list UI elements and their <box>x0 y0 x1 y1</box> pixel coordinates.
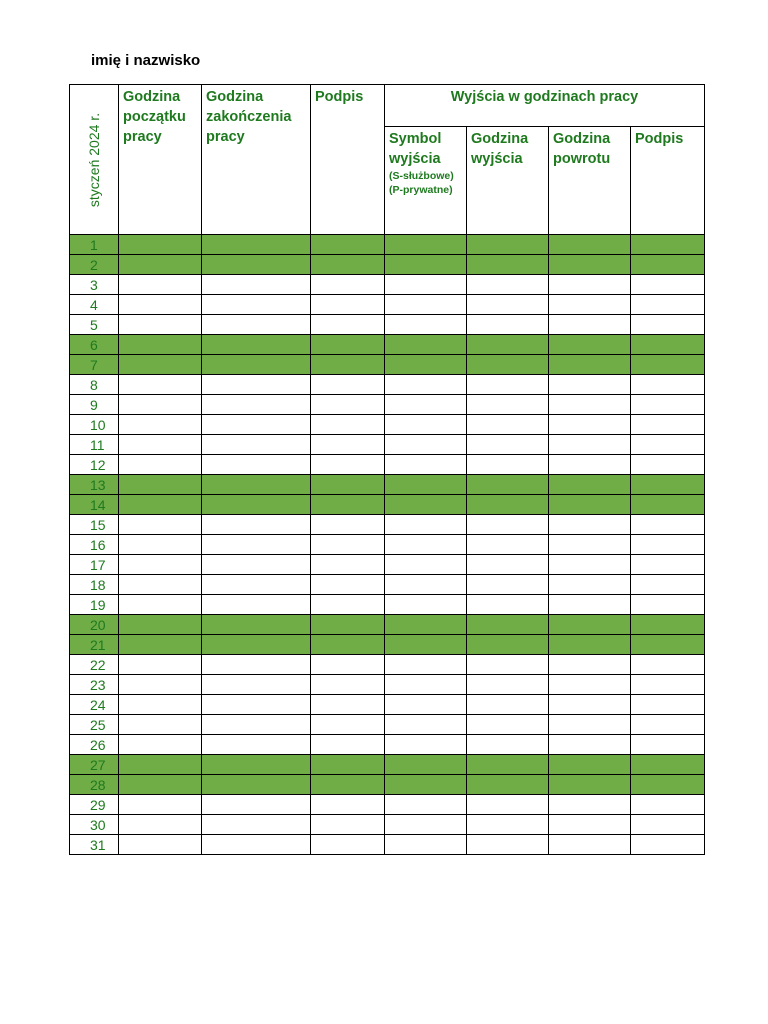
return-time-header: Godzina powrotu <box>549 127 631 235</box>
exit-signature-cell[interactable] <box>631 355 705 375</box>
exit-time-cell[interactable] <box>467 535 549 555</box>
end-time-cell[interactable] <box>202 335 311 355</box>
exit-signature-cell[interactable] <box>631 595 705 615</box>
exit-symbol-cell[interactable] <box>385 415 467 435</box>
exit-symbol-cell[interactable] <box>385 695 467 715</box>
start-time-cell[interactable] <box>119 775 202 795</box>
signature-cell[interactable] <box>311 715 385 735</box>
end-time-cell[interactable] <box>202 355 311 375</box>
exit-symbol-cell[interactable] <box>385 515 467 535</box>
signature-cell[interactable] <box>311 455 385 475</box>
exit-symbol-cell[interactable] <box>385 795 467 815</box>
end-time-cell[interactable] <box>202 575 311 595</box>
end-time-cell[interactable] <box>202 235 311 255</box>
day-number: 20 <box>70 615 119 635</box>
start-time-cell[interactable] <box>119 415 202 435</box>
table-row <box>70 835 705 855</box>
exit-signature-cell[interactable] <box>631 435 705 455</box>
day-number: 24 <box>70 695 119 715</box>
attendance-table <box>69 84 705 855</box>
exit-symbol-cell[interactable] <box>385 455 467 475</box>
signature-cell[interactable] <box>311 475 385 495</box>
end-time-cell[interactable] <box>202 515 311 535</box>
start-time-cell[interactable] <box>119 575 202 595</box>
exit-signature-header: Podpis <box>631 127 705 235</box>
table-row <box>70 615 705 635</box>
start-time-cell[interactable] <box>119 655 202 675</box>
return-time-cell[interactable] <box>549 235 631 255</box>
start-time-cell[interactable] <box>119 815 202 835</box>
signature-cell[interactable] <box>311 575 385 595</box>
day-number: 15 <box>70 515 119 535</box>
month-header <box>70 85 119 235</box>
start-time-cell[interactable] <box>119 555 202 575</box>
signature-cell[interactable] <box>311 435 385 455</box>
return-time-cell[interactable] <box>549 655 631 675</box>
table-row <box>70 675 705 695</box>
day-number: 19 <box>70 595 119 615</box>
exit-signature-cell[interactable] <box>631 495 705 515</box>
exit-symbol-cell[interactable] <box>385 575 467 595</box>
table-row <box>70 415 705 435</box>
return-time-cell[interactable] <box>549 295 631 315</box>
signature-cell[interactable] <box>311 355 385 375</box>
return-time-cell[interactable] <box>549 415 631 435</box>
signature-cell[interactable] <box>311 615 385 635</box>
table-row <box>70 355 705 375</box>
exit-time-cell[interactable] <box>467 715 549 735</box>
exit-time-cell[interactable] <box>467 815 549 835</box>
table-row <box>70 815 705 835</box>
return-time-cell[interactable] <box>549 435 631 455</box>
exit-signature-cell[interactable] <box>631 475 705 495</box>
signature-cell[interactable] <box>311 735 385 755</box>
day-number: 26 <box>70 735 119 755</box>
exit-time-cell[interactable] <box>467 395 549 415</box>
end-time-cell[interactable] <box>202 735 311 755</box>
return-time-cell[interactable] <box>549 575 631 595</box>
exit-time-cell[interactable] <box>467 835 549 855</box>
table-row <box>70 595 705 615</box>
exit-symbol-cell[interactable] <box>385 275 467 295</box>
exit-time-cell[interactable] <box>467 735 549 755</box>
exit-time-cell[interactable] <box>467 295 549 315</box>
signature-cell[interactable] <box>311 515 385 535</box>
table-row <box>70 575 705 595</box>
exit-time-cell[interactable] <box>467 555 549 575</box>
exit-symbol-cell[interactable] <box>385 755 467 775</box>
day-number: 23 <box>70 675 119 695</box>
exit-signature-cell[interactable] <box>631 375 705 395</box>
table-row <box>70 335 705 355</box>
start-time-cell[interactable] <box>119 835 202 855</box>
exit-time-cell[interactable] <box>467 695 549 715</box>
return-time-cell[interactable] <box>549 775 631 795</box>
end-time-cell[interactable] <box>202 775 311 795</box>
day-number: 30 <box>70 815 119 835</box>
end-time-cell[interactable] <box>202 275 311 295</box>
table-row <box>70 255 705 275</box>
day-number: 13 <box>70 475 119 495</box>
exit-signature-cell[interactable] <box>631 395 705 415</box>
exit-time-cell[interactable] <box>467 775 549 795</box>
end-time-cell[interactable] <box>202 395 311 415</box>
exit-signature-cell[interactable] <box>631 515 705 535</box>
start-time-cell[interactable] <box>119 355 202 375</box>
start-time-cell[interactable] <box>119 395 202 415</box>
signature-cell[interactable] <box>311 535 385 555</box>
start-time-cell[interactable] <box>119 735 202 755</box>
day-number: 21 <box>70 635 119 655</box>
exit-time-cell[interactable] <box>467 415 549 435</box>
table-row <box>70 375 705 395</box>
exit-symbol-cell[interactable] <box>385 815 467 835</box>
exit-time-cell[interactable] <box>467 455 549 475</box>
exit-symbol-cell[interactable] <box>385 715 467 735</box>
exit-time-cell[interactable] <box>467 355 549 375</box>
end-time-cell[interactable] <box>202 795 311 815</box>
table-row <box>70 695 705 715</box>
exit-symbol-cell[interactable] <box>385 655 467 675</box>
exit-symbol-cell[interactable] <box>385 335 467 355</box>
table-row <box>70 395 705 415</box>
table-row <box>70 735 705 755</box>
exit-symbol-cell[interactable] <box>385 235 467 255</box>
exit-signature-cell[interactable] <box>631 535 705 555</box>
return-time-cell[interactable] <box>549 615 631 635</box>
start-time-header: Godzina początku pracy <box>119 85 202 235</box>
return-time-cell[interactable] <box>549 455 631 475</box>
signature-cell[interactable] <box>311 835 385 855</box>
exit-symbol-cell[interactable] <box>385 735 467 755</box>
return-time-cell[interactable] <box>549 355 631 375</box>
exit-signature-cell[interactable] <box>631 335 705 355</box>
exit-time-cell[interactable] <box>467 495 549 515</box>
signature-cell[interactable] <box>311 635 385 655</box>
day-number: 31 <box>70 835 119 855</box>
end-time-cell[interactable] <box>202 835 311 855</box>
day-number: 3 <box>70 275 119 295</box>
day-number: 9 <box>70 395 119 415</box>
exit-time-cell[interactable] <box>467 675 549 695</box>
end-time-cell[interactable] <box>202 595 311 615</box>
signature-cell[interactable] <box>311 315 385 335</box>
end-time-cell[interactable] <box>202 315 311 335</box>
day-number: 8 <box>70 375 119 395</box>
table-row <box>70 655 705 675</box>
end-time-cell[interactable] <box>202 455 311 475</box>
start-time-cell[interactable] <box>119 595 202 615</box>
exit-signature-cell[interactable] <box>631 255 705 275</box>
return-time-cell[interactable] <box>549 495 631 515</box>
day-number: 16 <box>70 535 119 555</box>
exit-time-cell[interactable] <box>467 235 549 255</box>
exit-symbol-cell[interactable] <box>385 435 467 455</box>
exit-symbol-cell[interactable] <box>385 315 467 335</box>
signature-cell[interactable] <box>311 235 385 255</box>
return-time-cell[interactable] <box>549 315 631 335</box>
table-row <box>70 715 705 735</box>
exit-signature-cell[interactable] <box>631 755 705 775</box>
exit-time-cell[interactable] <box>467 475 549 495</box>
table-row <box>70 795 705 815</box>
exit-symbol-title: Symbol wyjścia <box>389 131 442 167</box>
start-time-cell[interactable] <box>119 435 202 455</box>
exit-signature-cell[interactable] <box>631 295 705 315</box>
return-time-cell[interactable] <box>549 375 631 395</box>
exit-time-cell[interactable] <box>467 755 549 775</box>
start-time-cell[interactable] <box>119 755 202 775</box>
day-number: 4 <box>70 295 119 315</box>
end-time-cell[interactable] <box>202 375 311 395</box>
return-time-cell[interactable] <box>549 475 631 495</box>
exit-symbol-cell[interactable] <box>385 595 467 615</box>
end-time-cell[interactable] <box>202 415 311 435</box>
return-time-cell[interactable] <box>549 275 631 295</box>
end-time-cell[interactable] <box>202 755 311 775</box>
return-time-cell[interactable] <box>549 735 631 755</box>
signature-cell[interactable] <box>311 655 385 675</box>
end-time-cell[interactable] <box>202 675 311 695</box>
end-time-cell[interactable] <box>202 695 311 715</box>
exit-signature-cell[interactable] <box>631 835 705 855</box>
return-time-cell[interactable] <box>549 695 631 715</box>
exit-symbol-cell[interactable] <box>385 495 467 515</box>
signature-cell[interactable] <box>311 695 385 715</box>
day-number: 22 <box>70 655 119 675</box>
exit-symbol-cell[interactable] <box>385 255 467 275</box>
exit-signature-cell[interactable] <box>631 675 705 695</box>
start-time-cell[interactable] <box>119 315 202 335</box>
exit-signature-cell[interactable] <box>631 315 705 335</box>
exit-time-cell[interactable] <box>467 635 549 655</box>
exit-signature-cell[interactable] <box>631 555 705 575</box>
exit-signature-cell[interactable] <box>631 455 705 475</box>
end-time-cell[interactable] <box>202 495 311 515</box>
start-time-cell[interactable] <box>119 495 202 515</box>
return-time-cell[interactable] <box>549 795 631 815</box>
exit-signature-cell[interactable] <box>631 575 705 595</box>
return-time-cell[interactable] <box>549 395 631 415</box>
start-time-cell[interactable] <box>119 295 202 315</box>
exits-group-header: Wyjścia w godzinach pracy <box>385 85 705 127</box>
end-time-cell[interactable] <box>202 635 311 655</box>
day-number: 12 <box>70 455 119 475</box>
table-row <box>70 315 705 335</box>
exit-signature-cell[interactable] <box>631 415 705 435</box>
start-time-cell[interactable] <box>119 375 202 395</box>
exit-time-cell[interactable] <box>467 255 549 275</box>
return-time-cell[interactable] <box>549 835 631 855</box>
start-time-cell[interactable] <box>119 695 202 715</box>
table-row <box>70 495 705 515</box>
exit-time-cell[interactable] <box>467 375 549 395</box>
exit-symbol-note-business: (S-służbowe) <box>389 170 454 182</box>
start-time-cell[interactable] <box>119 455 202 475</box>
signature-cell[interactable] <box>311 395 385 415</box>
return-time-cell[interactable] <box>549 535 631 555</box>
day-number: 7 <box>70 355 119 375</box>
signature-cell[interactable] <box>311 595 385 615</box>
end-time-cell[interactable] <box>202 615 311 635</box>
signature-cell[interactable] <box>311 555 385 575</box>
end-time-cell[interactable] <box>202 715 311 735</box>
day-rows <box>70 235 705 855</box>
table-row <box>70 235 705 255</box>
signature-cell[interactable] <box>311 375 385 395</box>
exit-symbol-cell[interactable] <box>385 775 467 795</box>
exit-signature-cell[interactable] <box>631 715 705 735</box>
end-time-cell[interactable] <box>202 815 311 835</box>
signature-cell[interactable] <box>311 335 385 355</box>
exit-time-cell[interactable] <box>467 575 549 595</box>
start-time-cell[interactable] <box>119 515 202 535</box>
return-time-cell[interactable] <box>549 335 631 355</box>
exit-signature-cell[interactable] <box>631 695 705 715</box>
return-time-cell[interactable] <box>549 595 631 615</box>
end-time-cell[interactable] <box>202 295 311 315</box>
start-time-cell[interactable] <box>119 535 202 555</box>
return-time-cell[interactable] <box>549 555 631 575</box>
day-number: 1 <box>70 235 119 255</box>
signature-cell[interactable] <box>311 795 385 815</box>
exit-signature-cell[interactable] <box>631 655 705 675</box>
day-number: 28 <box>70 775 119 795</box>
table-row <box>70 475 705 495</box>
exit-symbol-cell[interactable] <box>385 835 467 855</box>
exit-time-cell[interactable] <box>467 515 549 535</box>
month-label: styczeń 2024 r. <box>86 112 102 207</box>
day-number: 14 <box>70 495 119 515</box>
day-number: 2 <box>70 255 119 275</box>
exit-symbol-header <box>385 127 467 235</box>
signature-cell[interactable] <box>311 415 385 435</box>
end-time-cell[interactable] <box>202 555 311 575</box>
end-time-cell[interactable] <box>202 255 311 275</box>
exit-signature-cell[interactable] <box>631 815 705 835</box>
exit-signature-cell[interactable] <box>631 615 705 635</box>
table-row <box>70 555 705 575</box>
exit-symbol-cell[interactable] <box>385 675 467 695</box>
exit-signature-cell[interactable] <box>631 635 705 655</box>
exit-symbol-cell[interactable] <box>385 355 467 375</box>
exit-signature-cell[interactable] <box>631 235 705 255</box>
return-time-cell[interactable] <box>549 255 631 275</box>
table-row <box>70 455 705 475</box>
day-number: 11 <box>70 435 119 455</box>
end-time-cell[interactable] <box>202 475 311 495</box>
day-number: 27 <box>70 755 119 775</box>
signature-cell[interactable] <box>311 675 385 695</box>
signature-cell[interactable] <box>311 275 385 295</box>
start-time-cell[interactable] <box>119 795 202 815</box>
exit-time-cell[interactable] <box>467 615 549 635</box>
day-number: 6 <box>70 335 119 355</box>
exit-signature-cell[interactable] <box>631 775 705 795</box>
start-time-cell[interactable] <box>119 255 202 275</box>
start-time-cell[interactable] <box>119 715 202 735</box>
exit-time-cell[interactable] <box>467 655 549 675</box>
exit-time-cell[interactable] <box>467 435 549 455</box>
exit-symbol-cell[interactable] <box>385 475 467 495</box>
exit-time-cell[interactable] <box>467 335 549 355</box>
table-row <box>70 755 705 775</box>
exit-signature-cell[interactable] <box>631 795 705 815</box>
exit-symbol-cell[interactable] <box>385 295 467 315</box>
start-time-cell[interactable] <box>119 235 202 255</box>
table-row <box>70 275 705 295</box>
signature-cell[interactable] <box>311 495 385 515</box>
return-time-cell[interactable] <box>549 635 631 655</box>
return-time-cell[interactable] <box>549 715 631 735</box>
start-time-cell[interactable] <box>119 635 202 655</box>
exit-symbol-note-private: (P-prywatne) <box>389 184 453 196</box>
exit-symbol-cell[interactable] <box>385 535 467 555</box>
signature-cell[interactable] <box>311 775 385 795</box>
signature-cell[interactable] <box>311 815 385 835</box>
exit-symbol-cell[interactable] <box>385 615 467 635</box>
exit-symbol-cell[interactable] <box>385 375 467 395</box>
table-row <box>70 635 705 655</box>
day-number: 10 <box>70 415 119 435</box>
start-time-cell[interactable] <box>119 675 202 695</box>
signature-cell[interactable] <box>311 255 385 275</box>
day-number: 18 <box>70 575 119 595</box>
return-time-cell[interactable] <box>549 815 631 835</box>
exit-time-cell[interactable] <box>467 595 549 615</box>
day-number: 29 <box>70 795 119 815</box>
exit-signature-cell[interactable] <box>631 735 705 755</box>
exit-symbol-cell[interactable] <box>385 395 467 415</box>
exit-time-cell[interactable] <box>467 315 549 335</box>
exit-time-header: Godzina wyjścia <box>467 127 549 235</box>
table-row <box>70 775 705 795</box>
exit-symbol-cell[interactable] <box>385 635 467 655</box>
end-time-header: Godzina zakończenia pracy <box>202 85 311 235</box>
signature-header: Podpis <box>311 85 385 235</box>
start-time-cell[interactable] <box>119 335 202 355</box>
exit-time-cell[interactable] <box>467 275 549 295</box>
signature-cell[interactable] <box>311 755 385 775</box>
name-label: imię i nazwisko <box>91 52 201 69</box>
table-row <box>70 515 705 535</box>
end-time-cell[interactable] <box>202 535 311 555</box>
start-time-cell[interactable] <box>119 475 202 495</box>
exit-time-cell[interactable] <box>467 795 549 815</box>
end-time-cell[interactable] <box>202 655 311 675</box>
start-time-cell[interactable] <box>119 615 202 635</box>
table-row <box>70 295 705 315</box>
day-number: 25 <box>70 715 119 735</box>
end-time-cell[interactable] <box>202 435 311 455</box>
table-row <box>70 435 705 455</box>
exit-signature-cell[interactable] <box>631 275 705 295</box>
exit-symbol-cell[interactable] <box>385 555 467 575</box>
day-number: 5 <box>70 315 119 335</box>
return-time-cell[interactable] <box>549 675 631 695</box>
start-time-cell[interactable] <box>119 275 202 295</box>
table-row <box>70 535 705 555</box>
day-number: 17 <box>70 555 119 575</box>
return-time-cell[interactable] <box>549 755 631 775</box>
signature-cell[interactable] <box>311 295 385 315</box>
return-time-cell[interactable] <box>549 515 631 535</box>
